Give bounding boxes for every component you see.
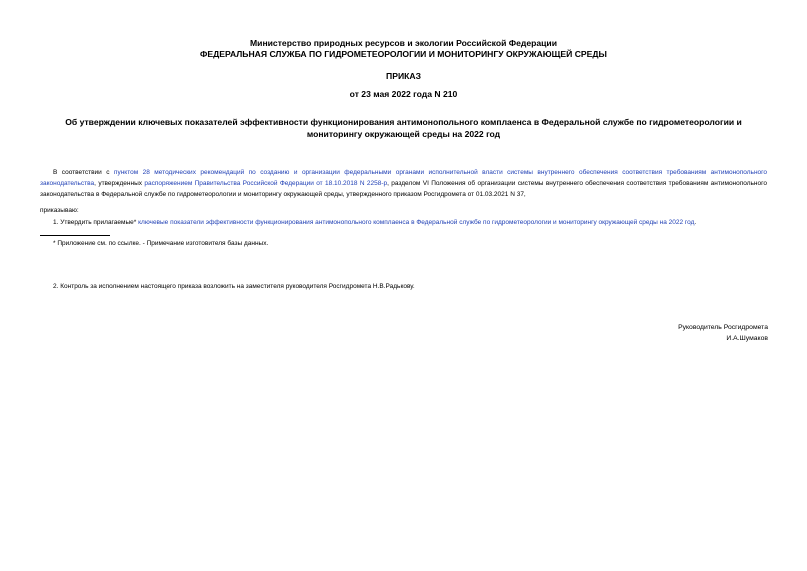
document-title: Об утверждении ключевых показателей эффективности функционирования антимонопольного комплаенса в Федеральной службе по гидрометеорологии и мониторингу окружающей среды на 2022 год xyxy=(65,117,742,139)
preamble-text-1: В соответствии с xyxy=(53,169,114,176)
document-type: ПРИКАЗ xyxy=(386,71,421,81)
footnote-divider xyxy=(40,235,110,236)
ministry-heading: Министерство природных ресурсов и экологии Российской Федерации xyxy=(250,38,557,48)
preamble-text-3: , разделом VI Положения об организации системы внутреннего обеспечения соответствия требованиям антимонопольного законодательства в Федеральной службе по гидрометеорологии и мониторингу окружающей среды, утвержденного приказом Росгидромета от 01.03.2021 N 37, xyxy=(40,180,767,198)
service-heading: ФЕДЕРАЛЬНАЯ СЛУЖБА ПО ГИДРОМЕТЕОРОЛОГИИ И МОНИТОРИНГУ ОКРУЖАЮЩЕЙ СРЕДЫ xyxy=(200,49,607,59)
orders-label: приказываю: xyxy=(40,207,79,214)
document-date-number: от 23 мая 2022 года N 210 xyxy=(349,89,458,99)
link-government-order[interactable]: распоряжением Правительства Российской Федерации от 18.10.2018 N 2258-р xyxy=(144,180,388,187)
link-methodical-recommendations[interactable]: пунктом 28 методических рекомендаций по созданию и организации федеральными органами исполнительной власти системы внутреннего обеспечения соответствия требованиям антимонопольного законодательства xyxy=(40,169,767,187)
signatory-name: И.А.Шумаков xyxy=(726,335,768,342)
preamble-text-2: , утвержденных xyxy=(94,180,145,187)
link-kpi-appendix[interactable]: ключевые показатели эффективности функционирования антимонопольного комплаенса в Федеральной службе по гидрометеорологии и мониторингу окружающей среды на 2022 год xyxy=(138,219,695,226)
item1-suffix: . xyxy=(694,219,697,226)
preamble-paragraph xyxy=(40,167,767,200)
order-item-1 xyxy=(53,217,773,228)
order-item-2: 2. Контроль за исполнением настоящего приказа возложить на заместителя руководителя Росгидромета Н.В.Радькову. xyxy=(53,283,415,290)
footnote: * Приложение см. по ссылке. - Примечание изготовителя базы данных. xyxy=(53,240,269,247)
item1-prefix: 1. Утвердить прилагаемые* xyxy=(53,219,139,226)
signatory-position: Руководитель Росгидромета xyxy=(678,324,768,331)
